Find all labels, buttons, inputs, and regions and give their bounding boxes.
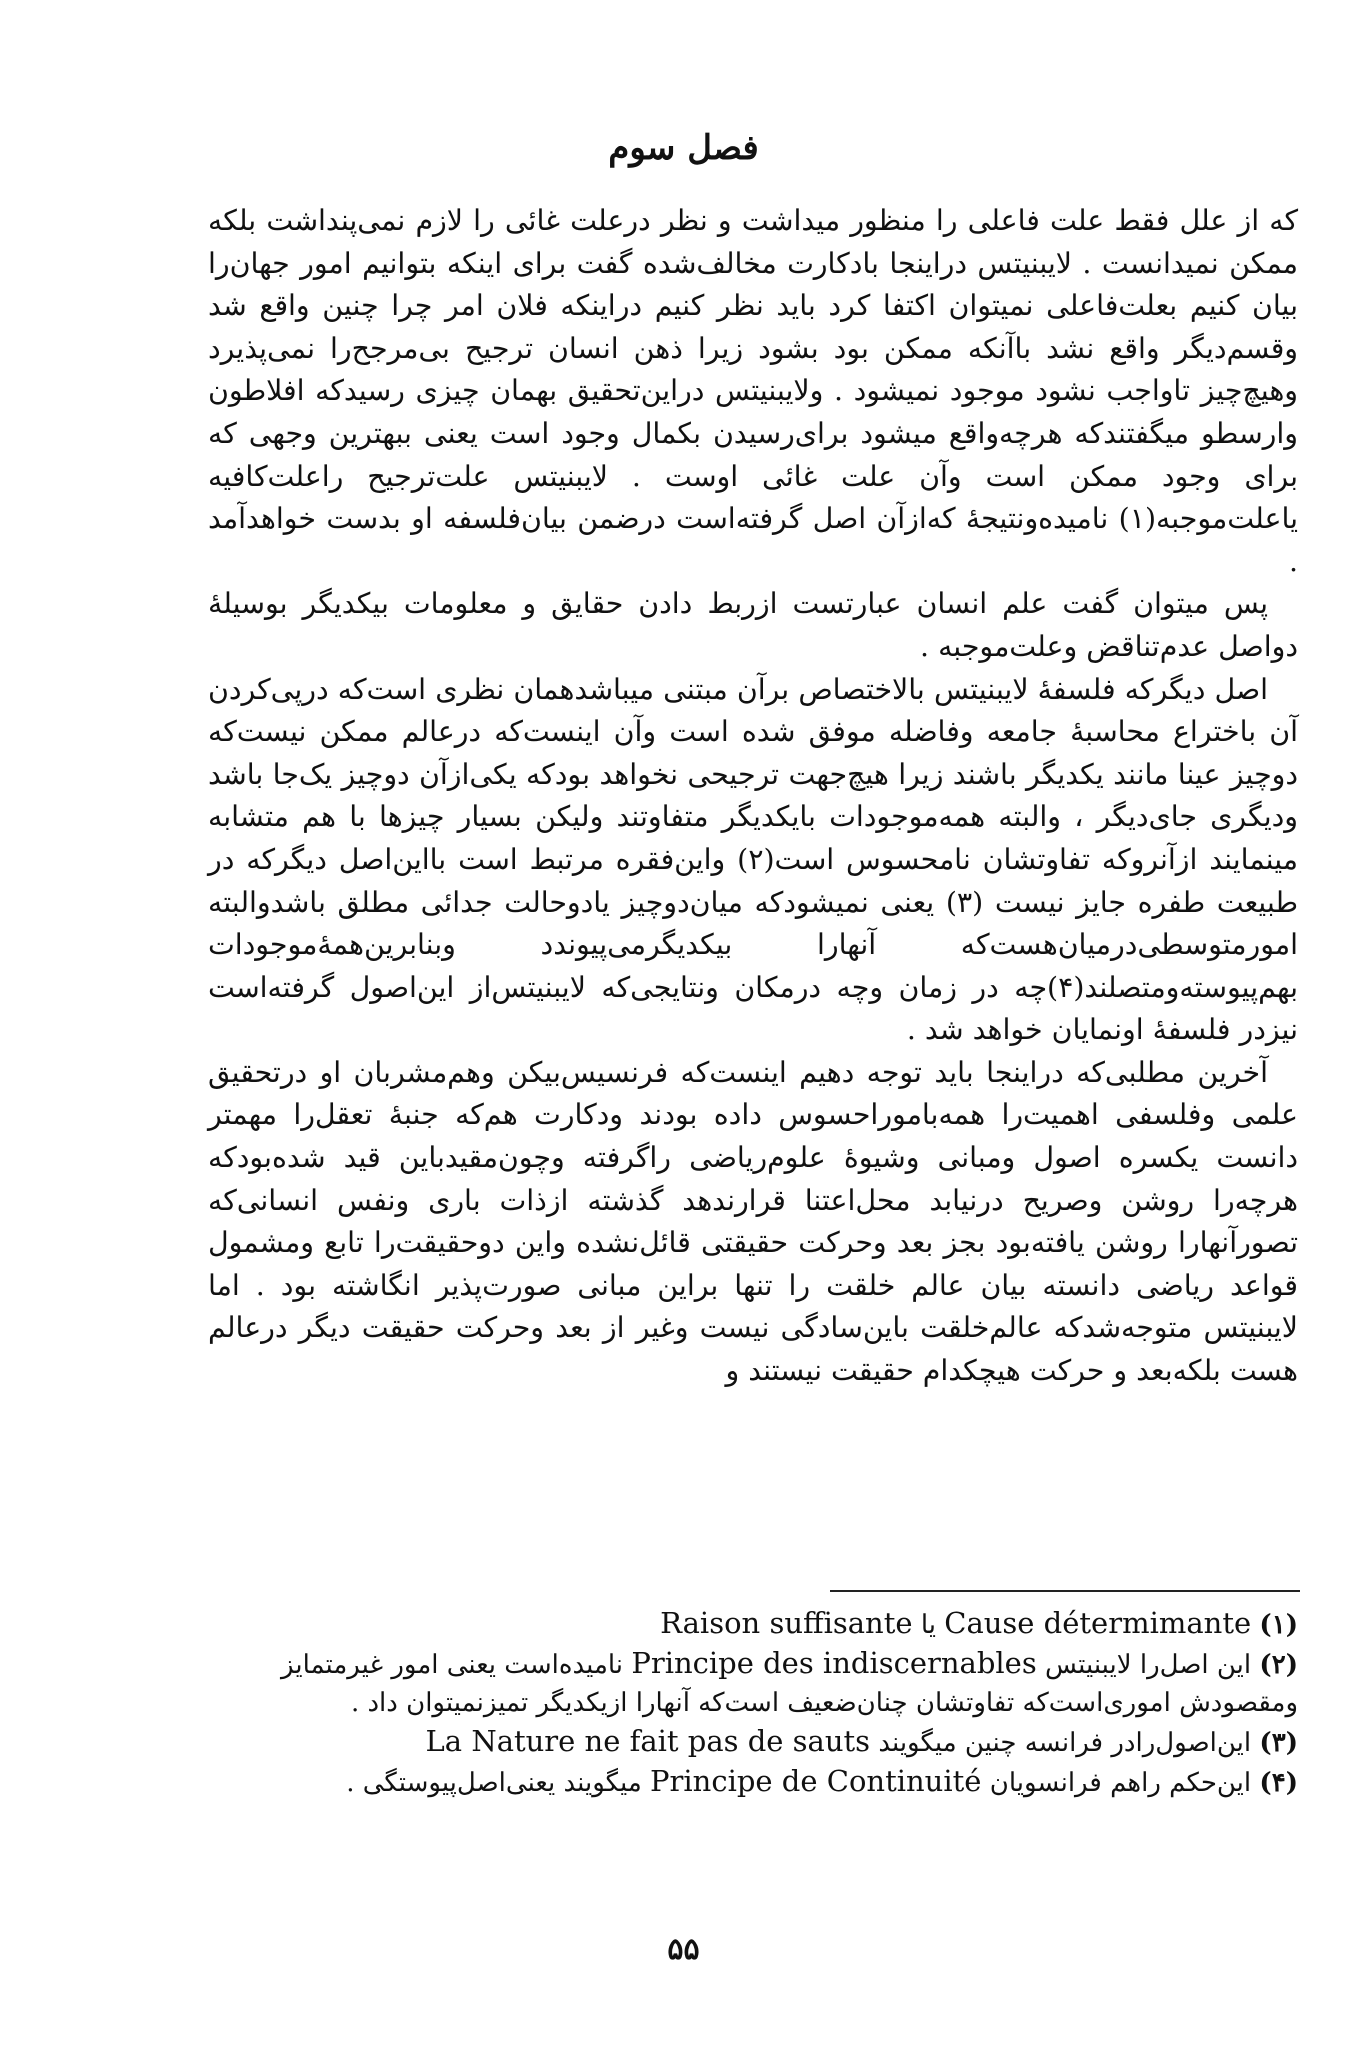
footnote-latin: Raison suffisante (660, 1606, 913, 1640)
footnote-number: (۲) (1259, 1650, 1298, 1680)
footnote-persian: این‌اصول‌رادر فرانسه چنین میگویند (878, 1728, 1252, 1758)
footnote-4 (208, 1762, 1298, 1802)
footnote-latin: Cause détermimante (944, 1606, 1252, 1640)
footnote-divider (830, 1590, 1300, 1592)
footnote-2-continued (208, 1684, 1298, 1722)
chapter-title: فصل سوم (608, 128, 759, 168)
footnote-persian: ومقصودش اموری‌است‌که تفاوتشان چنان‌ضعیف است‌که آنهارا ازیکدیگر تمیزنمیتوان داد . (350, 1688, 1298, 1718)
footnote-number: (۳) (1259, 1728, 1298, 1758)
paragraph: پس میتوان گفت علم انسان عبارتست ازربط دادن حقایق و معلومات بیکدیگر بوسیلهٔ دواصل عدم‌تناقض وعلت‌موجبه . (208, 587, 1298, 663)
footnote-latin: La Nature ne fait pas de sauts (425, 1724, 871, 1758)
footnote-3 (208, 1722, 1298, 1762)
footnote-number: (۱) (1259, 1610, 1298, 1640)
page-number: ۵۵ (667, 1932, 700, 1967)
footnote-1 (208, 1604, 1298, 1644)
main-text (208, 200, 1298, 1393)
footnote-number: (۴) (1259, 1768, 1298, 1798)
footnote-persian: میگویند یعنی‌اصل‌پیوستگی . (346, 1768, 642, 1798)
footnote-persian: این‌حکم راهم فرانسویان (989, 1768, 1252, 1798)
footnote-persian: این اصل‌را لایبنیتس (1044, 1650, 1252, 1680)
footnote-persian: نامیده‌است یعنی امور غیرمتمایز (280, 1650, 624, 1680)
footnote-latin: Principe des indiscernables (631, 1646, 1037, 1680)
paragraph: آخرین مطلبی‌که دراینجا باید توجه دهیم اینست‌که فرنسیس‌بیکن وهم‌مشربان او درتحقیق علمی وفلسفی اهمیت‌را همه‌باموراحسوس داده بودند ودکارت هم‌که جنبهٔ تعقل‌را مهمتر دانست یکسره اصول ومبانی وشیوهٔ علوم‌ریاضی راگرفته وچون‌مقیدباین قید شده‌بودکه هرچه‌را روشن وصریح درنیابد محل‌اعتنا قرارندهد گذشته ازذات باری ونفس انسانی‌که تصورآنهارا روشن یافته‌بود بجز بعد وحرکت حقیقتی قائل‌نشده واین دوحقیقت‌را تابع ومشمول قواعد ریاضی دانسته بیان عالم خلقت را تنها براین مبانی صورت‌پذیر انگاشته بود . اما لایبنیتس متوجه‌شدکه عالم‌خلقت باین‌سادگی نیست وغیر از بعد وحرکت حقیقت دیگر درعالم هست بلکه‌بعد و حرکت هیچکدام حقیقت نیستند و (208, 1055, 1298, 1388)
footnote-2 (208, 1644, 1298, 1684)
paragraph: اصل دیگرکه فلسفهٔ لایبنیتس بالاختصاص برآن مبتنی میباشدهمان نظری است‌که درپی‌کردن آن باختراع محاسبهٔ جامعه وفاضله موفق شده است وآن اینست‌که درعالم ممکن نیست‌که دوچیز عینا مانند یکدیگر باشند زیرا هیچ‌جهت ترجیحی نخواهد بودکه یکی‌ازآن دوچیز یک‌جا باشد ودیگری جای‌دیگر ، والبته همه‌موجودات بایکدیگر متفاوتند ولیکن بسیار چیزها با هم متشابه مینمایند ازآنروکه تفاوتشان نامحسوس است(۲) واین‌فقره مرتبط است بااین‌اصل دیگرکه در طبیعت طفره جایز نیست (۳) یعنی نمیشودکه میان‌دوچیز یادوحالت جدائی مطلق باشدوالبته امورمتوسطی‌درمیان‌هست‌که آنهارا بیکدیگرمی‌پیوندد وبنابرین‌همهٔ‌موجودات بهم‌پیوسته‌ومتصلند(۴)چه در زمان وچه درمکان ونتایجی‌که لایبنیتس‌از این‌اصول گرفته‌است نیزدر فلسفهٔ اونمایان خواهد شد . (208, 672, 1299, 1047)
footnotes (208, 1604, 1298, 1802)
footnote-latin: Principe de Continuité (650, 1764, 982, 1798)
footnote-persian: یا (920, 1610, 936, 1640)
paragraph: که از علل فقط علت فاعلی را منظور میداشت و نظر درعلت غائی را لازم نمی‌پنداشت بلکه ممکن نمیدانست . لایبنیتس دراینجا بادکارت مخالف‌شده گفت برای اینکه بتوانیم امور جهان‌را بیان کنیم بعلت‌فاعلی نمیتوان اکتفا کرد باید نظر کنیم دراینکه فلان امر چرا چنین واقع شد وقسم‌دیگر واقع نشد باآنکه ممکن بود بشود زیرا ذهن انسان ترجیح بی‌مرجح‌را نمی‌پذیرد وهیچ‌چیز تاواجب نشود موجود نمیشود . ولایبنیتس دراین‌تحقیق بهمان چیزی رسیدکه افلاطون وارسطو میگفتندکه هرچه‌واقع میشود برای‌رسیدن بکمال وجود است یعنی ببهترین وجهی که برای وجود ممکن است وآن علت غائی اوست . لایبنیتس علت‌ترجیح راعلت‌کافیه یاعلت‌موجبه(۱) نامیده‌ونتیجهٔ که‌ازآن اصل گرفته‌است درضمن بیان‌فلسفه او بدست خواهدآمد . (208, 204, 1298, 578)
